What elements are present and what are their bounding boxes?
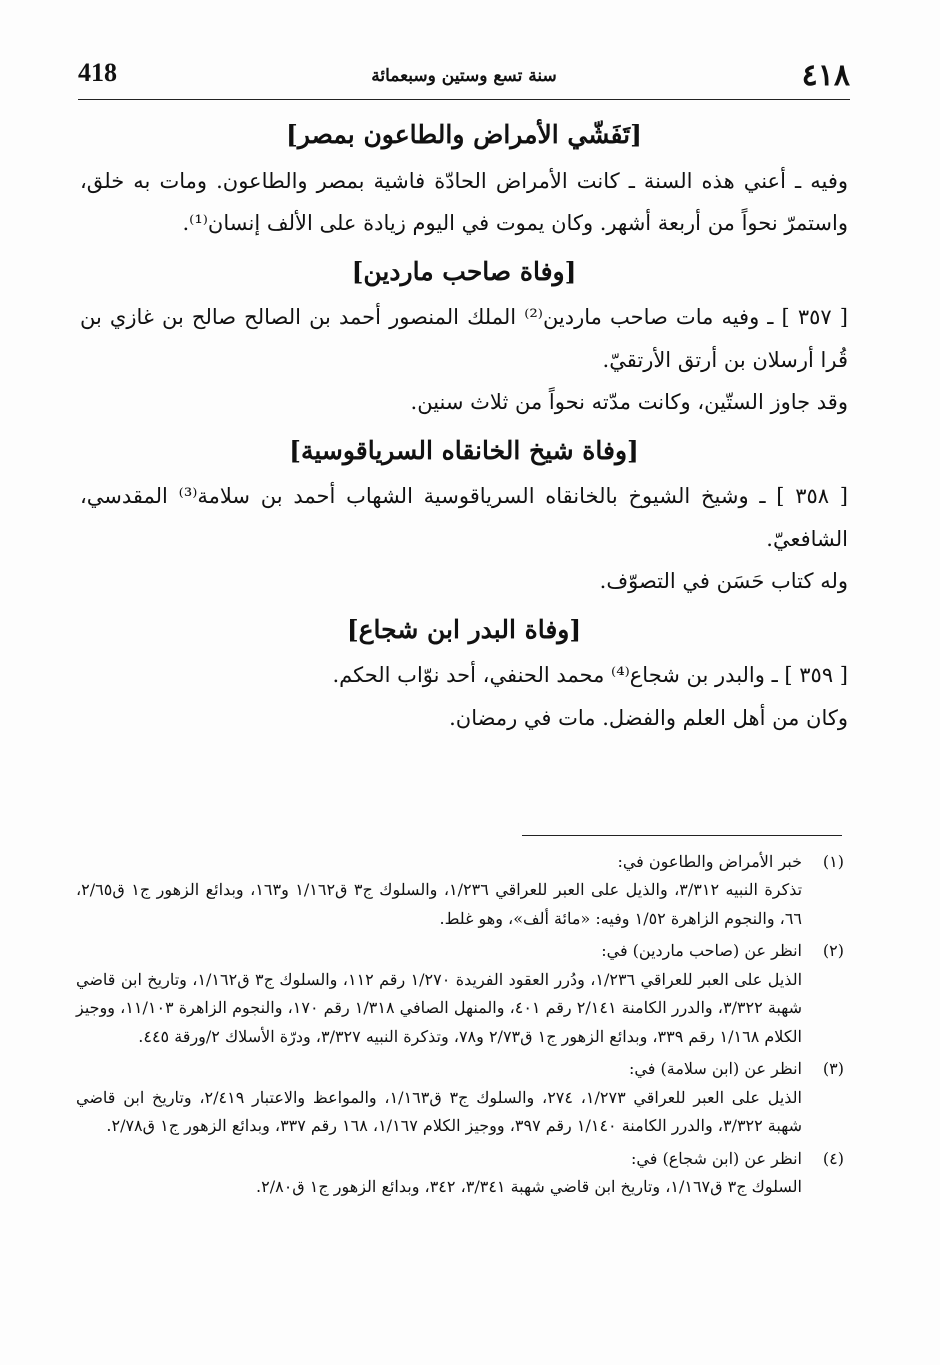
paragraph: [ ٣٥٧ ] ـ وفيه مات صاحب ماردين⁽²⁾ الملك المنصور أحمد بن الصالح صالح بن غازي بن قُرا أرسلان بن أرتق الأرتقيّ. (80, 305, 848, 372)
footnote-line: خبر الأمراض والطاعون في: (617, 852, 802, 871)
section-heading: [وفاة صاحب ماردين] (351, 256, 577, 286)
header-rule (78, 99, 850, 100)
section-mardin (80, 255, 848, 424)
footnote-separator (522, 835, 842, 836)
footnote-number: (١) (822, 852, 844, 871)
section-heading: [وفاة البدر ابن شجاع] (346, 614, 582, 644)
page-number-arabic: ٤١٨ (801, 58, 850, 93)
footnotes (76, 848, 844, 1206)
footnote-number: (٣) (822, 1059, 844, 1079)
footnote-line: الذيل على العبر للعراقي ١/٢٣٦، ودُرر العقود الفريدة ١/٢٧٠ رقم ١١٢، والسلوك ج٣ ق١/١٦٢، وتاريخ ابن قاضي شهبة ٣/٣٢٢، والدرر الكامنة ٢/١٤١ رقم ٤٠١، والمنهل الصافي ١/٣١٨ رقم ١٧٠، والنجوم الزاهرة ١١/١٠٣، ووجيز الكلام ١/١٦٨ رقم ٣٣٩، وبدائع الزهور ج١ ق٢/٧٣ و٧٨، وتذكرة النبيه ٣/٣٢٧، ودرّة الأسلاك ٢/ورقة ٤٤٥. (76, 969, 803, 1046)
footnote-line: انظر عن (صاحب ماردين) في: (601, 941, 802, 961)
paragraph: وقد جاوز الستّين، وكانت مدّته نحواً من ثلاث سنين. (410, 390, 848, 415)
footnote-number: (٢) (822, 941, 844, 961)
footnote-line: تذكرة النبيه ٣/٣١٢، والذيل على العبر للعراقي ١/٢٣٦، والسلوك ج٣ ق١/١٦٢ و١٦٣، وبدائع الزهور ج١ ق٢/٦٥، ٦٦، والنجوم الزاهرة ١/٥٢ وفيه: «مائة ألف»، وهو غلط. (76, 880, 803, 928)
footnote (76, 848, 844, 933)
footnote-number: (٤) (822, 1148, 844, 1168)
section-heading: [وفاة شيخ الخانقاه السرياقوسية] (289, 435, 639, 465)
section-ibn-shuja (80, 613, 848, 740)
footnote-line: السلوك ج٣ ق١/١٦٧، وتاريخ ابن قاضي شهبة ٣/٣٤١، ٣٤٢، وبدائع الزهور ج١ ق٢/٨٠. (256, 1177, 802, 1197)
page-header (78, 58, 850, 98)
footnote-line: انظر عن (ابن شجاع) في: (630, 1148, 802, 1168)
paragraph: [ ٣٥٩ ] ـ والبدر بن شجاع⁽⁴⁾ محمد الحنفي، أحد نوّاب الحكم. (332, 663, 848, 688)
main-text (80, 118, 848, 739)
footnote (76, 1145, 844, 1202)
section-heading: [تَفَشّي الأمراض والطاعون بمصر] (286, 120, 642, 149)
footnote (76, 1055, 844, 1140)
page-number-latin: 418 (78, 58, 117, 87)
footnote-line: انظر عن (ابن سلامة) في: (629, 1059, 802, 1079)
paragraph: وله كتاب حَسَن في التصوّف. (599, 569, 848, 594)
paragraph: وكان من أهل العلم والفضل. مات في رمضان. (449, 705, 848, 730)
paragraph: [ ٣٥٨ ] ـ وشيخ الشيوخ بالخانقاه السرياقوسية الشهاب أحمد بن سلامة⁽³⁾ المقدسي، الشافعيّ. (80, 484, 848, 551)
section-khanqah (80, 434, 848, 603)
paragraph: وفيه ـ أعني هذه السنة ـ كانت الأمراض الحادّة فاشية بمصر والطاعون. ومات به خلق، واستمرّ نحواً من أربعة أشهر. وكان يموت في اليوم زيادة على الألف إنسان⁽¹⁾. (80, 168, 848, 236)
footnote-line: الذيل على العبر للعراقي ١/٢٧٣، ٢٧٤، والسلوك ج٣ ق١/١٦٣، والمواعظ والاعتبار ٢/٤١٩، وتاريخ ابن قاضي شهبة ٣/٣٢٢، والدرر الكامنة ١/١٤٠ رقم ٣٩٧، ووجيز الكلام ١/١٦٧، ١٦٨ رقم ٣٣٧، وبدائع الزهور ج١ ق٢/٧٨. (76, 1087, 802, 1136)
section-plague (80, 118, 848, 245)
footnote (76, 937, 844, 1051)
running-title: سنة تسع وستين وسبعمائة (371, 66, 557, 86)
